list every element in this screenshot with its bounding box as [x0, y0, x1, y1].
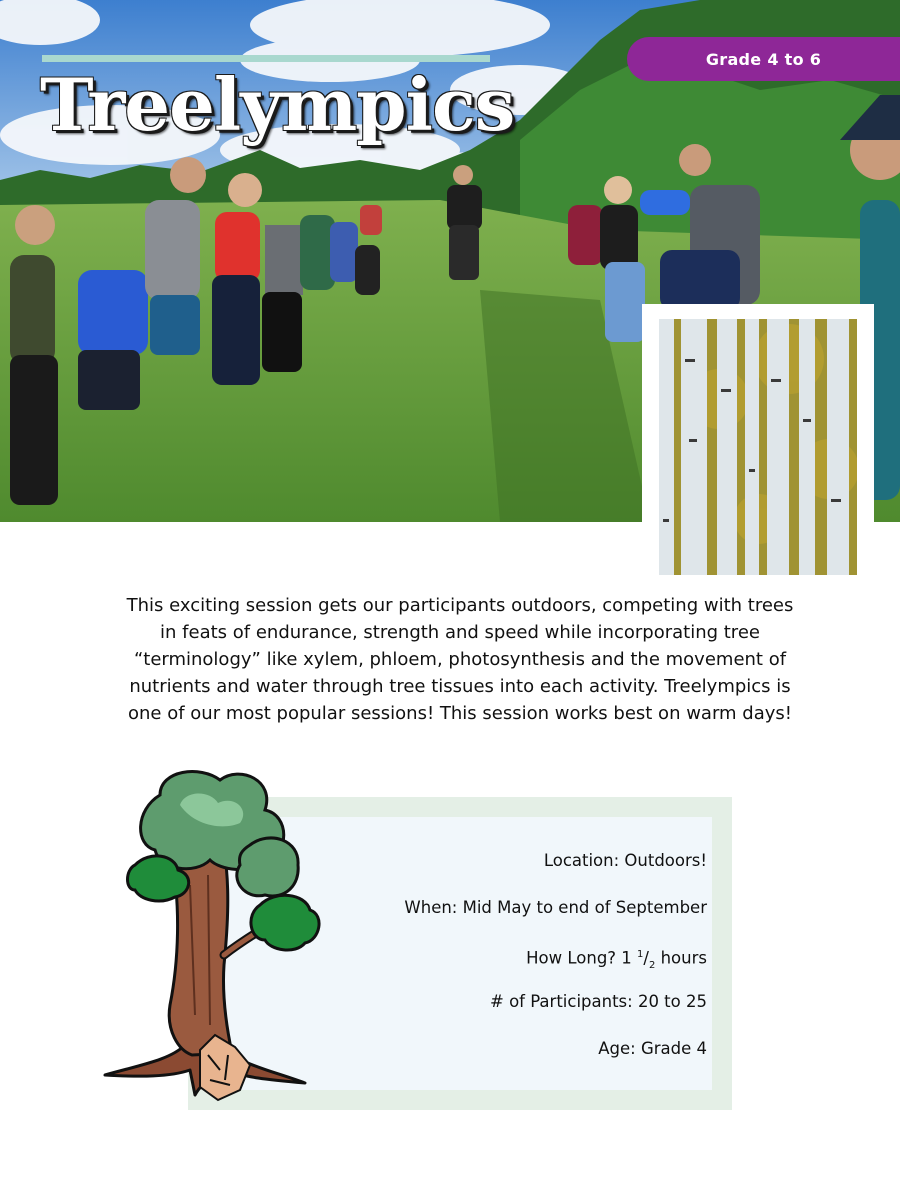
fraction-numerator: 1: [637, 949, 644, 960]
session-description: This exciting session gets our participants outdoors, competing with trees in feats of endurance, strength and speed while incorporating tree “terminology” like xylem, phloem, photosynthesis and the movement of nutrients and water through tree tissues into each activity. Treelympics is one of our most popular sessions! This session works best on warm days!: [126, 595, 794, 724]
title-accent-bar: [42, 55, 490, 62]
fraction-denominator: 2: [648, 959, 656, 971]
duration-prefix: How Long? 1: [526, 948, 638, 968]
session-details: [300, 848, 707, 1083]
aspen-trees-photo: [659, 319, 857, 575]
duration-suffix: hours: [655, 948, 707, 968]
page-title: Treelympics: [40, 62, 515, 147]
location-detail: Location: Outdoors!: [543, 851, 707, 870]
aspen-photo-frame: [642, 304, 874, 594]
age-detail: Age: Grade 4: [598, 1039, 707, 1058]
participants-detail: # of Participants: 20 to 25: [490, 992, 707, 1011]
grade-badge: Grade 4 to 6: [627, 37, 900, 81]
duration-detail: How Long? 1 $^1/_2$ hours: [526, 948, 707, 971]
cartoon-tree-icon: [100, 765, 330, 1110]
when-detail: When: Mid May to end of September: [404, 898, 707, 917]
tree-illustration: [100, 765, 330, 1114]
